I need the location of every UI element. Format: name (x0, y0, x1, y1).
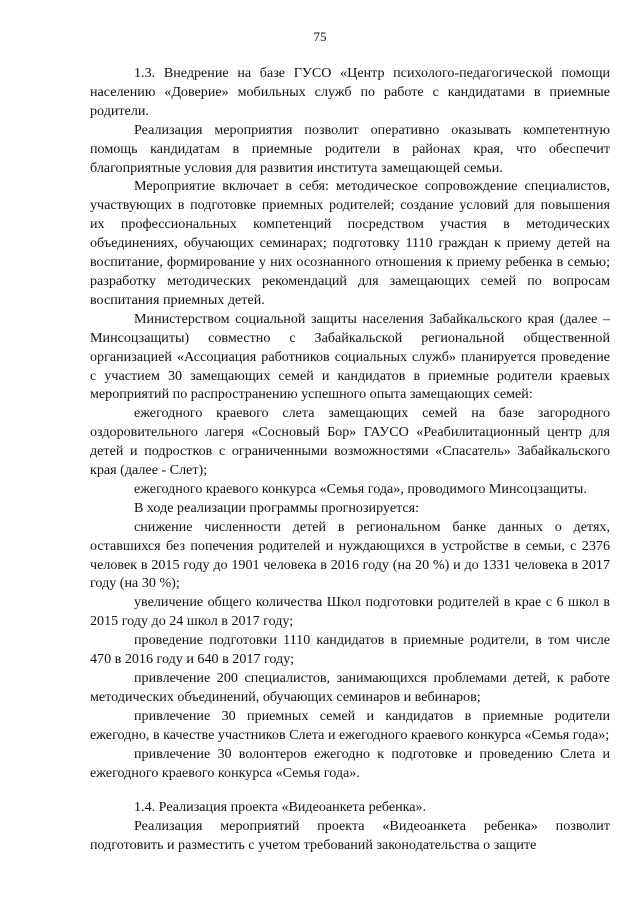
list-item: привлечение 30 волонтеров ежегодно к подготовке и проведению Слета и ежегодного краевого конкурса «Семья года». (90, 745, 610, 781)
list-item: ежегодного краевого слета замещающих семей на базе загородного оздоровительного лагеря «Сосновый Бор» ГАУСО «Реабилитационный центр для детей и подростков с ограниченными возможностями «Спасатель» Забайкальского края (далее - Слет); (90, 405, 610, 479)
section-heading-1-3: 1.3. Внедрение на базе ГУСО «Центр психолого-педагогической помощи населению «Доверие» мобильных служб по работе с кандидатами в приемные родители. (90, 65, 610, 119)
list-item: увеличение общего количества Школ подготовки родителей в крае с 6 школ в 2015 году до 24 школ в 2017 году; (90, 594, 610, 630)
paragraph: Министерством социальной защиты населения Забайкальского края (далее – Минсоцзащиты) совместно с Забайкальской региональной общественной организацией «Ассоциация работников социальных служб» планируется проведение с участием 30 замещающих семей и кандидатов в приемные родители краевых мероприятий по распространению успешного опыта замещающих семей: (90, 310, 610, 403)
page-number: 75 (313, 29, 327, 44)
paragraph: Мероприятие включает в себя: методическое сопровождение специалистов, участвующих в подготовке приемных родителей; создание условий для повышения их профессиональных компетенций посредством участия в методических объединениях, обучающих семинарах; подготовку 1110 граждан к приему детей на воспитание, формирование у них осознанного отношения к приему ребенка в семью; разработку методических рекомендаций для замещающих семей по вопросам воспитания приемных детей. (90, 178, 610, 308)
list-item: привлечение 200 специалистов, занимающихся проблемами детей, к работе методических объединений, обучающих семинаров и вебинаров; (90, 670, 610, 705)
paragraph: Реализация мероприятий проекта «Видеоанкета ребенка» позволит подготовить и разместить с учетом требований законодательства о защите (90, 818, 610, 854)
section-spacer (90, 782, 610, 798)
list-item: ежегодного краевого конкурса «Семья года», проводимого Минсоцзащиты. (134, 480, 587, 497)
paragraph: Реализация мероприятия позволит оперативно оказывать компетентную помощь кандидатам в приемные родители в районах края, что обеспечит благоприятные условия для развития института замещающей семьи. (90, 121, 610, 176)
list-item: проведение подготовки 1110 кандидатов в приемные родители, в том числе 470 в 2016 году и 640 в 2017 году; (90, 632, 610, 668)
paragraph: В ходе реализации программы прогнозируется: (134, 499, 420, 516)
list-item: привлечение 30 приемных семей и кандидатов в приемные родители ежегодно, в качестве участников Слета и ежегодного краевого конкурса «Семья года»; (90, 707, 610, 743)
section-heading-1-4: 1.4. Реализация проекта «Видеоанкета ребенка». (134, 799, 427, 816)
document-body (90, 64, 610, 855)
list-item: снижение численности детей в региональном банке данных о детях, оставшихся без попечения родителей и нуждающихся в устройстве в семьи, с 2376 человек в 2015 году до 1901 человека в 2016 году (на 20 %) и до 1331 человека в 2017 году (на 30 %); (90, 518, 610, 592)
